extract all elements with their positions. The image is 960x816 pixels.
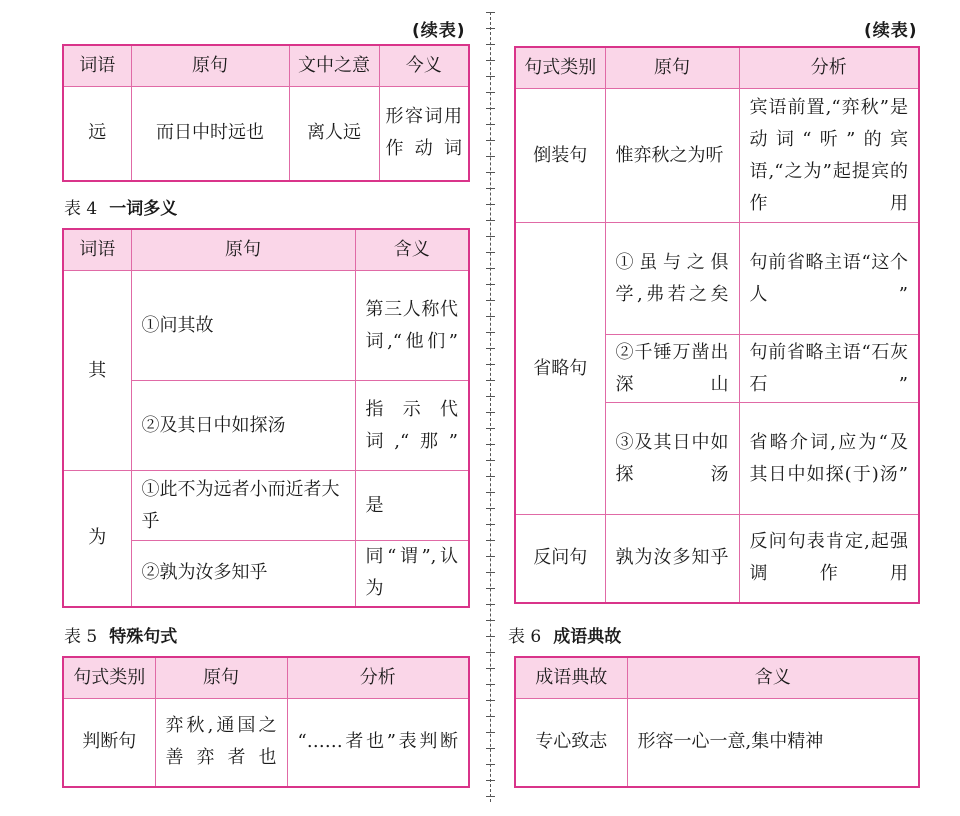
table-continued-vocab xyxy=(62,44,470,182)
table-cell: “……者也”表判断 xyxy=(287,699,469,787)
analysis-cell: 句前省略主语“这个人” xyxy=(739,223,919,335)
type-cell: 省略句 xyxy=(515,223,605,515)
header-cell: 含义 xyxy=(627,657,919,699)
sentence-cell: ③及其日中如探汤 xyxy=(605,403,739,515)
analysis-cell: 句前省略主语“石灰石” xyxy=(739,335,919,403)
continued-label-left: (续表) xyxy=(412,21,466,41)
continued-label-right: (续表) xyxy=(864,21,918,41)
sentence-cell: ②千锤万凿出深山 xyxy=(605,335,739,403)
column-divider xyxy=(490,12,491,802)
sentence-cell: ①虽与之俱学,弗若之矣 xyxy=(605,223,739,335)
table-cell: 远 xyxy=(63,87,131,181)
table-cell: 弈秋,通国之善弈者也 xyxy=(155,699,287,787)
meaning-cell: 指示代词,“那” xyxy=(355,381,469,471)
caption-title: 一词多义 xyxy=(109,199,178,219)
header-cell: 原句 xyxy=(131,229,355,271)
header-cell: 词语 xyxy=(63,229,131,271)
caption-title: 特殊句式 xyxy=(109,627,178,647)
caption-number: 表 6 xyxy=(508,627,542,647)
sentence-cell: 孰为汝多知乎 xyxy=(605,515,739,603)
header-cell: 含义 xyxy=(355,229,469,271)
table-special-sentences xyxy=(62,656,470,788)
table6-caption xyxy=(508,622,621,647)
header-cell: 句式类别 xyxy=(63,657,155,699)
caption-title: 成语典故 xyxy=(553,627,622,647)
sentence-cell: ②及其日中如探汤 xyxy=(131,381,355,471)
sentence-cell: ①此不为远者小而近者大乎 xyxy=(131,471,355,541)
table-special-sentences-continued xyxy=(514,46,920,604)
word-cell: 为 xyxy=(63,471,131,607)
sentence-cell: ①问其故 xyxy=(131,271,355,381)
header-cell: 成语典故 xyxy=(515,657,627,699)
analysis-cell: 宾语前置,“弈秋”是动词“听”的宾语,“之为”起提宾的作用 xyxy=(739,89,919,223)
table-cell: 而日中时远也 xyxy=(131,87,289,181)
analysis-cell: 省略介词,应为“及其日中如探(于)汤” xyxy=(739,403,919,515)
table-idioms xyxy=(514,656,920,788)
header-cell: 文中之意 xyxy=(289,45,379,87)
word-cell: 其 xyxy=(63,271,131,471)
header-cell: 分析 xyxy=(287,657,469,699)
header-cell: 分析 xyxy=(739,47,919,89)
table4-caption xyxy=(64,194,177,219)
analysis-cell: 反问句表肯定,起强调作用 xyxy=(739,515,919,603)
table-cell: 离人远 xyxy=(289,87,379,181)
table-polysemy xyxy=(62,228,470,608)
header-cell: 原句 xyxy=(605,47,739,89)
sentence-cell: ②孰为汝多知乎 xyxy=(131,541,355,607)
table-cell: 形容一心一意,集中精神 xyxy=(627,699,919,787)
header-cell: 句式类别 xyxy=(515,47,605,89)
meaning-cell: 第三人称代词,“他们” xyxy=(355,271,469,381)
type-cell: 反问句 xyxy=(515,515,605,603)
header-cell: 原句 xyxy=(155,657,287,699)
caption-number: 表 4 xyxy=(64,199,98,219)
header-cell: 词语 xyxy=(63,45,131,87)
table-cell: 专心致志 xyxy=(515,699,627,787)
sentence-cell: 惟弈秋之为听 xyxy=(605,89,739,223)
meaning-cell: 同“谓”,认为 xyxy=(355,541,469,607)
caption-number: 表 5 xyxy=(64,627,98,647)
table-cell: 形容词用作动词 xyxy=(379,87,469,181)
meaning-cell: 是 xyxy=(355,471,469,541)
header-cell: 原句 xyxy=(131,45,289,87)
type-cell: 倒装句 xyxy=(515,89,605,223)
header-cell: 今义 xyxy=(379,45,469,87)
table-cell: 判断句 xyxy=(63,699,155,787)
table5-caption xyxy=(64,622,177,647)
